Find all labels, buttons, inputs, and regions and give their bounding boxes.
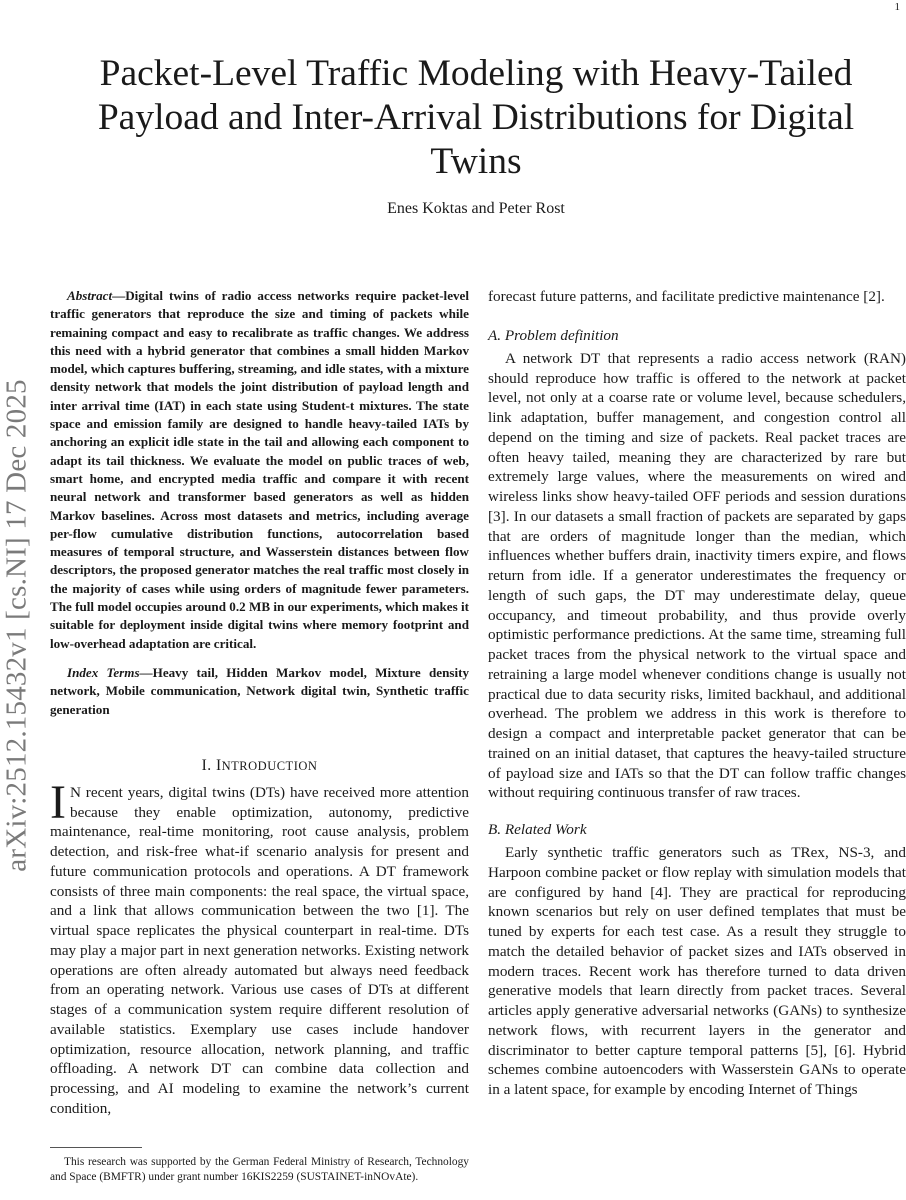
right-column — [488, 287, 906, 1100]
page-number: 1 — [894, 1, 900, 13]
drop-cap: I — [50, 775, 66, 829]
paper-authors: Enes Koktas and Peter Rost — [387, 200, 565, 217]
arxiv-identifier-text: arXiv:2512.15432v1 [cs.NI] 17 Dec 2025 — [0, 378, 33, 872]
abstract: Abstract—Digital twins of radio access networks require packet-level traffic generators that reproduce the size and timing of packets while remaining compact and easy to recalibrate as traffic changes. We address this need with a hybrid generator that combines a small hidden Markov model, which captures buffering, streaming, and idle states, with a mixture density network that models the joint distribution of payload length and inter arrival time (IAT) in each state using Student-t mixtures. The state space and emission family are designed to handle heavy-tailed IATs by anchoring an explicit idle state in the tail and allowing each component to adapt its tail thickness. We evaluate the model on public traces of web, smart home, and encrypted media traffic and compare it with recent neural network and transformer based generators as well as hidden Markov baselines. Across most datasets and metrics, including average per-flow cumulative distribution functions, autocorrelation based measures of temporal structure, and Wasserstein distances between flow descriptors, the proposed generator matches the real traffic most closely in the majority of cases while using orders of magnitude fewer parameters. The full model occupies around 0.2 MB in our experiments, which makes it suitable for deployment inside digital twins where memory footprint and low-overhead adaptation are critical. — [50, 288, 469, 651]
subsection-heading-related-work: B. Related Work — [488, 821, 587, 838]
intro-paragraph — [50, 775, 469, 1119]
subsection-heading-problem: A. Problem definition — [488, 326, 619, 344]
left-column — [50, 287, 469, 1119]
arxiv-identifier — [0, 330, 34, 920]
footnote-divider — [50, 1147, 142, 1148]
problem-paragraph: A network DT that represents a radio access network (RAN) should reproduce how traffic is offered to the network at packet level, not only at a coarse rate or volume level, because schedulers, link adaptation, buffer management, and congestion control all depend on the timing and size of packets. Real packet traces are often heavy tailed, meaning they are characterized by rare but extremely large values, where the measurements on wired and wireless links show heavy-tailed OFF periods and session durations [3]. In our datasets a small fraction of packets are separated by gaps that are orders of magnitude longer than the median, which influences whether buffers drain, inactivity timers expire, and flows return from idle. If a generator underestimates the frequency or length of such gaps, the DT may underestimate delay, queue occupancy, and timeout probability, and thus provide overly optimistic performance predictions. At the same time, streaming full packet traces from the physical network to the virtual space and retraining a large model whenever conditions change is usually not practical due to data security risks, limited backhaul, and additional overhead. The problem we address in this work is therefore to design a compact and interpretable packet generator that can be trained on an initial dataset, that captures the heavy-tailed structure of payload size and IATs so that the DT can follow traffic changes without requiring continuous transfer of raw traces. — [488, 349, 906, 802]
index-terms-text: Heavy tail, Hidden Markov model, Mixture density network, Mobile communication, Network digital twin, Synthetic traffic generation — [50, 664, 469, 717]
intro-paragraph-text: N recent years, digital twins (DTs) have received more attention because they enable optimization, autonomy, predictive maintenance, real-time monitoring, root cause analysis, problem detection, and risk-free what-if scenario analysis for present and future communication protocols and operations. A DT framework consists of three main components: the real space, the virtual space, and a link that allows communication between the two [1]. The virtual space replicates the physical counterpart in real-time. DTs may play a major part in next generation networks. Existing network operations are often already automated but always need feedback from an operating network. Various use cases of DTs at different stages of a communication system require different resolution of available statistics. Exemplary use cases include handover optimization, resource allocation, network planning, and traffic offloading. A network DT can combine data collection and processing, and AI modeling to examine the network’s current condition, — [50, 783, 469, 1117]
intro-paragraph-continued: forecast future patterns, and facilitate predictive maintenance [2]. — [488, 288, 885, 305]
paper-title: Packet-Level Traffic Modeling with Heavy-Tailed Payload and Inter-Arrival Distributions for Digital Twins — [97, 53, 855, 182]
abstract-text: Digital twins of radio access networks require packet-level traffic generators that reproduce the size and timing of packets while remaining compact and easy to recalibrate as traffic changes. We address this need with a hybrid generator that combines a small hidden Markov model, which captures buffering, streaming, and idle states, with a mixture density network that models the joint distribution of payload length and inter arrival time (IAT) in each state using Student-t mixtures. The state space and emission family are designed to handle heavy-tailed IATs by anchoring an explicit idle state in the tail and allowing each component to adapt its tail thickness. We evaluate the model on public traces of web, smart home, and encrypted media traffic and compare it with recent neural network and transformer based generators as well as hidden Markov baselines. Across most datasets and metrics, including average per-flow cumulative distribution functions, autocorrelation based measures of temporal structure, and Wasserstein distances between flow descriptors, the proposed generator matches the real traffic most closely in the majority of cases while using orders of magnitude fewer parameters. The full model occupies around 0.2 MB in our experiments, which makes it suitable for deployment inside digital twins where memory footprint and low-overhead adaptation are critical. — [50, 288, 469, 651]
index-terms-label: Index Terms — [67, 664, 140, 680]
funding-footnote: This research was supported by the German Federal Ministry of Research, Technology and Space (BMFTR) under grant number 16KIS2259 (SUSTAINET-inNOvAte). — [50, 1156, 469, 1183]
index-terms: Index Terms—Heavy tail, Hidden Markov model, Mixture density network, Mobile communication, Network digital twin, Synthetic traffic generation — [50, 664, 469, 717]
related-work-paragraph: Early synthetic traffic generators such as TRex, NS-3, and Harpoon combine packet or flow replay with simulation models that are configured by hand [4]. They are practical for reproducing known scenarios but rely on user defined templates that must be tuned by experts for each test case. As a result they struggle to match the detailed behavior of packet sizes and IATs observed in modern traces. Recent work has therefore turned to data driven generative models that learn directly from packet traces. Several articles apply generative adversarial networks (GANs) to synthesize network flows, with recurrent layers in the generator and discriminator to better capture temporal patterns [5], [6]. Hybrid schemes combine autoencoders with Wasserstein GANs to operate in a latent space, for example by encoding Internet of Things — [488, 844, 906, 1098]
abstract-label: Abstract — [67, 288, 113, 303]
section-heading-introduction: I. INTRODUCTION — [201, 756, 318, 774]
